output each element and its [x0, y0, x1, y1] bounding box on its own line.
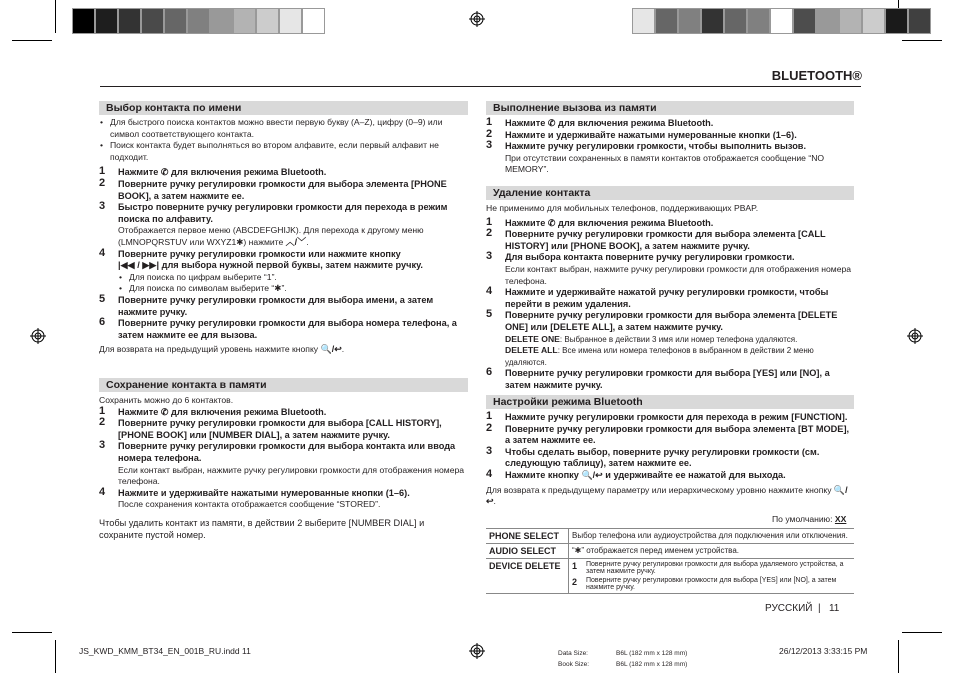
- step-3: 3 Быстро поверните ручку регулировки громкости для перехода в режим поиска по алфавиту. Отображается первое меню (ABCDEFGHIJK). Для перехода к другому меню (LMNOPQRSTUV или WXYZ1✱) нажмите ︿/﹀.: [99, 200, 448, 247]
- step-2: 2 Поверните ручку регулировки громкости для выбора элемента [PHONE BOOK], а затем нажмите ее.: [99, 176, 447, 201]
- color-swatch: [187, 8, 210, 34]
- table-row: PHONE SELECT Выбор телефона или аудиоустройства для подключения или отключения.: [486, 529, 854, 544]
- color-swatch: [678, 8, 701, 34]
- color-swatch: [632, 8, 655, 34]
- color-swatch: [701, 8, 724, 34]
- registration-mark-icon: [907, 328, 923, 344]
- registration-mark-icon: [469, 643, 485, 659]
- step-3: 3 Нажмите ручку регулировки громкости, чтобы выполнить вызов. При отсутствии сохраненных в памяти контактов отображается сообщение “NO MEMORY”.: [486, 139, 825, 175]
- crop-mark: [898, 640, 899, 673]
- table-row: DEVICE DELETE 1 Поверните ручку регулировки громкости для выбора удаляемого устройства, а затем нажмите ручку. 2 Поверните ручку регулировки громкости для выбора [YES] или [NO], а затем нажмите ручку.: [486, 559, 854, 594]
- step-2: 2 Поверните ручку регулировки громкости для выбора элемента [BT MODE], а затем нажмите ее.: [486, 421, 850, 446]
- bullet: • Поиск контакта будет выполняться во втором алфавите, если первый алфавит не подходит.: [99, 140, 468, 163]
- print-date: 26/12/2013 3:33:15 PM: [779, 646, 868, 656]
- right-column-s3: [486, 118, 854, 176]
- color-swatch: [256, 8, 279, 34]
- step-1: 1 Нажмите ✆ для включения режима Bluetooth.: [99, 165, 327, 178]
- step-2: 2 Поверните ручку регулировки громкости для выбора [CALL HISTORY], [PHONE BOOK] или [NUMBER DIAL], а затем нажмите ручку.: [99, 416, 442, 440]
- bullet: • Для быстрого поиска контактов можно ввести первую букву (A–Z), цифру (0–9) или символ соответствующего контакта.: [99, 117, 468, 140]
- right-column-s5: [486, 412, 854, 508]
- store-outro: Чтобы удалить контакт из памяти, в действии 2 выберите [NUMBER DIAL] и сохраните пустой номер.: [99, 517, 425, 540]
- color-swatch: [885, 8, 908, 34]
- color-swatch: [770, 8, 793, 34]
- header-bt-settings: Настройки режима Bluetooth: [486, 395, 854, 409]
- search-back-icon: 🔍/↩: [581, 469, 603, 480]
- left-column-s1: [99, 117, 468, 356]
- header-call-from-memory: Выполнение вызова из памяти: [486, 101, 854, 115]
- skip-icon: |◀◀ / ▶▶|: [118, 260, 160, 271]
- table-row: AUDIO SELECT “✱” отображается перед именем устройства.: [486, 544, 854, 559]
- phone-icon: ✆: [160, 406, 169, 417]
- step-4: 4 Нажмите и удерживайте нажатыми нумерованные кнопки (1–6). После сохранения контакта отображается сообщение “STORED”.: [99, 485, 410, 510]
- step-6: 6 Поверните ручку регулировки громкости для выбора [YES] или [NO], а затем нажмите ручку.: [486, 366, 830, 390]
- crop-mark: [12, 632, 52, 633]
- back-note: Для возврата к предыдущему параметру или иерархическому уровню нажмите кнопку 🔍/↩.: [486, 484, 848, 507]
- color-swatch: [95, 8, 118, 34]
- color-swatch: [793, 8, 816, 34]
- color-swatch: [724, 8, 747, 34]
- registration-mark-icon: [469, 11, 485, 27]
- color-swatch: [141, 8, 164, 34]
- section-title: BLUETOOTH®: [771, 68, 862, 83]
- color-swatch: [118, 8, 141, 34]
- file-name: JS_KWD_KMM_BT34_EN_001B_RU.indd 11: [79, 646, 251, 656]
- color-swatch: [302, 8, 325, 34]
- step-3: 3 Для выбора контакта поверните ручку регулировки громкости. Если контакт выбран, нажмите ручку регулировки громкости для отображения номера телефона.: [486, 250, 852, 286]
- step-1: 1 Нажмите ручку регулировки громкости для перехода в режим [FUNCTION].: [486, 410, 848, 422]
- color-swatch: [747, 8, 770, 34]
- step-3: 3 Чтобы сделать выбор, поверните ручку регулировки громкости (см. следующую таблицу), затем нажмите ее.: [486, 444, 820, 469]
- page-footer: РУССКИЙ | 11: [765, 603, 840, 614]
- settings-table: [486, 528, 854, 594]
- crop-mark: [55, 0, 56, 33]
- color-swatch: [816, 8, 839, 34]
- step-6: 6 Поверните ручку регулировки громкости для выбора номера телефона, а затем нажмите ее для вызова.: [99, 316, 457, 340]
- step-4: 4 Поверните ручку регулировки громкости или нажмите кнопку |◀◀ / ▶▶| для выбора нужной первой буквы, затем нажмите ручку. • Для поиска по цифрам выберите “1”. • Для поиска по символам выберите “✱”.: [99, 249, 468, 295]
- phone-icon: ✆: [160, 167, 169, 178]
- title-rule: [100, 86, 861, 87]
- color-swatch: [233, 8, 256, 34]
- step-5: 5 Поверните ручку регулировки громкости для выбора элемента [DELETE ONE] или [DELETE ALL], а затем нажмите ручку. DELETE ONE: Выбранное в действии 3 имя или номер телефона удаляются. DELETE ALL: Все имена или номера телефонов в выбранном в действии 2 меню удаляются.: [486, 308, 838, 367]
- phone-icon: ✆: [547, 217, 556, 228]
- color-swatch: [210, 8, 233, 34]
- arrows-icon: ︿/﹀: [285, 236, 307, 247]
- search-back-icon: 🔍/↩: [320, 344, 342, 355]
- left-column-s2: Сохранить можно до 6 контактов. 1 Нажмите ✆ для включения режима Bluetooth. 2 Поверните ручку регулировки громкости для выбора [CALL HISTORY], [PHONE BOOK] или [NUMBER DIAL], а затем нажмите ручку. 3 Поверните ручку регулировки громкости для выбора контакта или ввода номера телефона. Если контакт выбран, нажмите ручку регулировки громкости для отображения номера телефона. 4 Нажмите и удерживайте нажатыми нумерованные кнопки (1–6). После сохранения контакта отображается сообщение “STORED”. Чтобы удалить контакт из памяти, в действии 2 выберите [NUMBER DIAL] и сохраните пустой номер.: [99, 395, 468, 541]
- step-4: 4 Нажмите кнопку 🔍/↩ и удерживайте ее нажатой для выхода.: [486, 467, 786, 480]
- color-swatch: [839, 8, 862, 34]
- right-column-s4: Не применимо для мобильных телефонов, поддерживающих PBAP. 1 Нажмите ✆ для включения режима Bluetooth. 2 Поверните ручку регулировки громкости для выбора элемента [CALL HISTORY] или [PHONE BOOK], а затем нажмите ручку. 3 Для выбора контакта поверните ручку регулировки громкости. Если контакт выбран, нажмите ручку регулировки громкости для отображения номера телефона. 4 Нажмите и удерживайте нажатой ручку регулировки громкости, чтобы перейти в режим удаления. 5 Поверните ручку регулировки громкости для выбора элемента [DELETE ONE] или [DELETE ALL], а затем нажмите ручку. DELETE ONE: Выбранное в действии 3 имя или номер телефона удаляются. DELETE ALL: Все имена или номера телефонов в выбранном в действии 2 меню удаляются. 6 Поверните ручку регулировки громкости для выбора [YES] или [NO], а затем нажмите ручку.: [486, 203, 854, 392]
- step-1: 1 Нажмите ✆ для включения режима Bluetooth.: [486, 215, 714, 228]
- header-delete-contact: Удаление контакта: [486, 186, 854, 200]
- print-info: Data Size: B6L (182 mm x 128 mm) Book Size: B6L (182 mm x 128 mm): [558, 650, 688, 668]
- step-3: 3 Поверните ручку регулировки громкости для выбора контакта или ввода номера телефона. Если контакт выбран, нажмите ручку регулировки громкости для отображения номера телефона.: [99, 439, 465, 487]
- color-swatch: [279, 8, 302, 34]
- crop-mark: [12, 40, 52, 41]
- color-swatch: [908, 8, 931, 34]
- step-2: 2 Нажмите и удерживайте нажатыми нумерованные кнопки (1–6).: [486, 127, 797, 140]
- back-note: Для возврата на предыдущий уровень нажмите кнопку 🔍/↩.: [99, 344, 345, 355]
- crop-mark: [55, 640, 56, 673]
- crop-mark: [902, 632, 942, 633]
- header-store-contact: Сохранение контакта в памяти: [99, 378, 468, 392]
- step-5: 5 Поверните ручку регулировки громкости для выбора имени, а затем нажмите ручку.: [99, 292, 434, 317]
- color-swatch: [72, 8, 95, 34]
- default-legend: По умолчанию: XX: [772, 514, 847, 524]
- color-swatch: [655, 8, 678, 34]
- phone-icon: ✆: [547, 118, 556, 128]
- step-1: 1 Нажмите ✆ для включения режима Bluetooth.: [486, 116, 714, 128]
- step-2: 2 Поверните ручку регулировки громкости для выбора элемента [CALL HISTORY] или [PHONE BOOK], а затем нажмите ручку.: [486, 227, 826, 251]
- step-1: 1 Нажмите ✆ для включения режима Bluetooth.: [99, 404, 327, 417]
- search-back-icon: 🔍/↩: [486, 484, 848, 507]
- color-swatch: [164, 8, 187, 34]
- header-select-by-name: Выбор контакта по имени: [99, 101, 468, 115]
- step-4: 4 Нажмите и удерживайте нажатой ручку регулировки громкости, чтобы перейти в режим удаления.: [486, 285, 829, 309]
- color-swatch: [862, 8, 885, 34]
- crop-mark: [902, 40, 942, 41]
- registration-mark-icon: [30, 328, 46, 344]
